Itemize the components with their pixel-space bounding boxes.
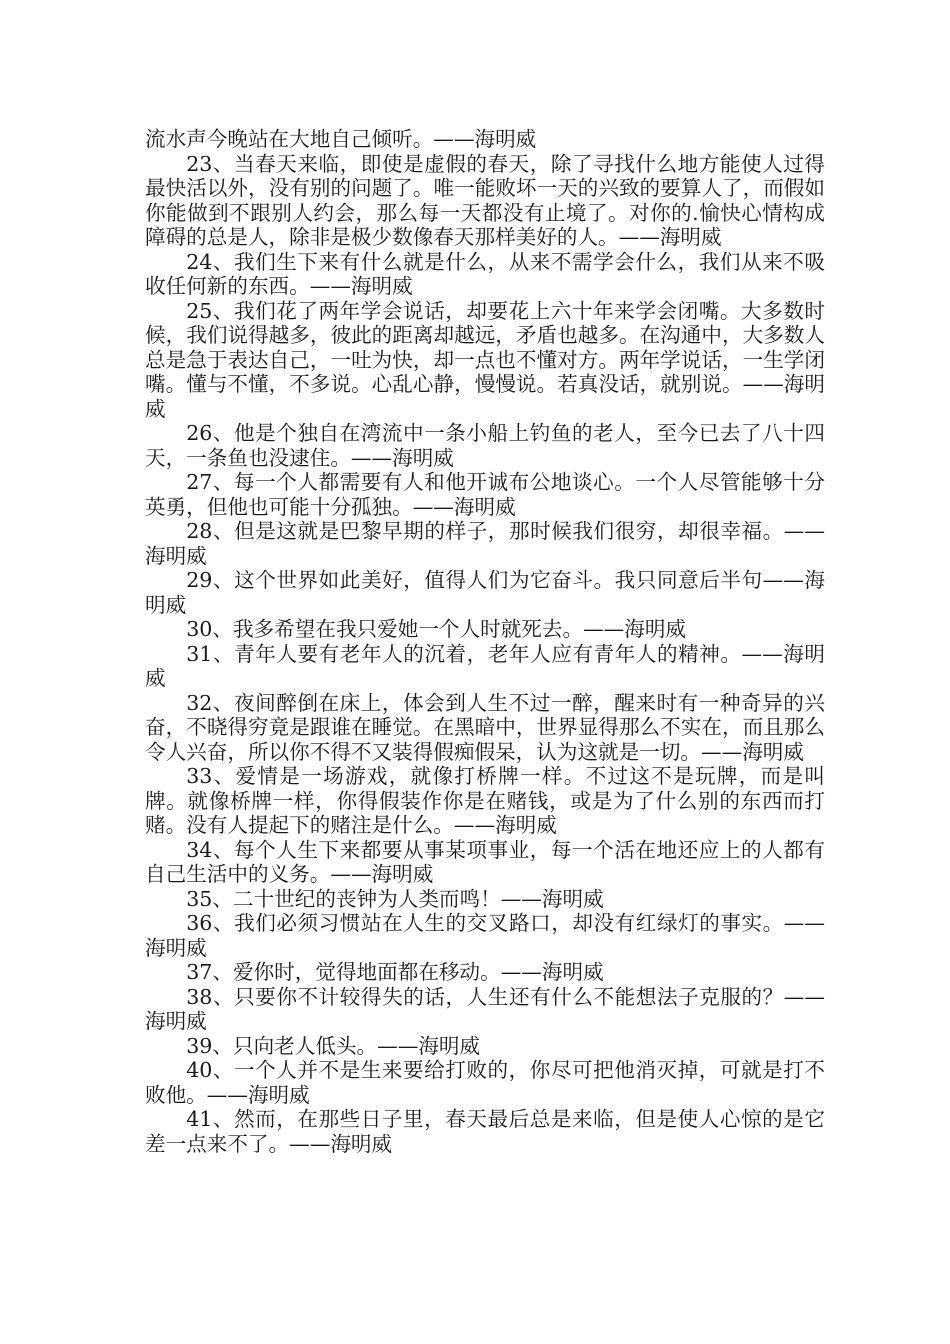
paragraph-quote-26: 26、他是个独自在湾流中一条小船上钓鱼的老人，至今已去了八十四天，一条鱼也没逮住。——海明威 xyxy=(145,421,825,470)
paragraph-quote-27: 27、每一个人都需要有人和他开诚布公地谈心。一个人尽管能够十分英勇，但他也可能十分孤独。——海明威 xyxy=(145,470,825,519)
paragraph-22-continuation: 流水声今晚站在大地自己倾听。——海明威 xyxy=(145,127,537,151)
paragraph-quote-37: 37、爱你时，觉得地面都在移动。——海明威 xyxy=(186,960,604,984)
paragraph-quote-39: 39、只向老人低头。——海明威 xyxy=(186,1033,481,1058)
paragraph-quote-25: 25、我们花了两年学会说话，却要花上六十年来学会闭嘴。大多数时候，我们说得越多，彼此的距离却越远，矛盾也越多。在沟通中，大多数人总是急于表达自己，一吐为快，却一点也不懂对方。两年学说话，一生学闭嘴。懂与不懂，不多说。心乱心静，慢慢说。若真没话，就别说。——海明威 xyxy=(145,298,825,421)
paragraph-quote-32: 32、夜间醉倒在床上，体会到人生不过一醉，醒来时有一种奇异的兴奋，不晓得穷竟是跟谁在睡觉。在黑暗中，世界显得那么不实在，而且那么令人兴奋，所以你不得不又装得假痴假呆，认为这就是一切。——海明威 xyxy=(145,690,825,764)
paragraph-quote-41: 41、然而，在那些日子里，春天最后总是来临，但是使人心惊的是它差一点来不了。——海明威 xyxy=(145,1107,825,1156)
paragraph-quote-31: 31、青年人要有老年人的沉着，老年人应有青年人的精神。——海明威 xyxy=(145,641,825,690)
paragraph-quote-33: 33、爱情是一场游戏，就像打桥牌一样。不过这不是玩牌，而是叫牌。就像桥牌一样，你得假装作你是在赌钱，或是为了什么别的东西而打赌。没有人提起下的赌注是什么。——海明威 xyxy=(145,764,825,837)
paragraph-quote-29: 29、这个世界如此美好，值得人们为它奋斗。我只同意后半句——海明威 xyxy=(145,568,825,617)
paragraph-quote-23: 23、当春天来临，即使是虚假的春天，除了寻找什么地方能使人过得最快活以外，没有别的问题了。唯一能败坏一天的兴致的要算人了，而假如你能做到不跟别人约会，那么每一天都没有止境了。对你的.愉快心情构成障碍的总是人，除非是极少数像春天那样美好的人。——海明威 xyxy=(145,151,825,249)
paragraph-quote-40: 40、一个人并不是生来要给打败的，你尽可把他消灭掉，可就是打不败他。——海明威 xyxy=(145,1058,825,1107)
paragraph-quote-38: 38、只要你不计较得失的话，人生还有什么不能想法子克服的？——海明威 xyxy=(145,984,825,1033)
paragraph-quote-34: 34、每个人生下来都要从事某项事业，每一个活在地还应上的人都有自己生活中的义务。——海明威 xyxy=(145,837,825,886)
document-body xyxy=(145,127,825,1156)
paragraph-quote-36: 36、我们必须习惯站在人生的交叉路口，却没有红绿灯的事实。——海明威 xyxy=(145,911,825,960)
paragraph-quote-28: 28、但是这就是巴黎早期的样子，那时候我们很穷，却很幸福。——海明威 xyxy=(145,519,825,568)
paragraph-quote-30: 30、我多希望在我只爱她一个人时就死去。——海明威 xyxy=(186,617,687,641)
paragraph-quote-35: 35、二十世纪的丧钟为人类而鸣！——海明威 xyxy=(186,886,604,911)
paragraph-quote-24: 24、我们生下来有什么就是什么，从来不需学会什么，我们从来不吸收任何新的东西。——海明威 xyxy=(145,249,825,298)
